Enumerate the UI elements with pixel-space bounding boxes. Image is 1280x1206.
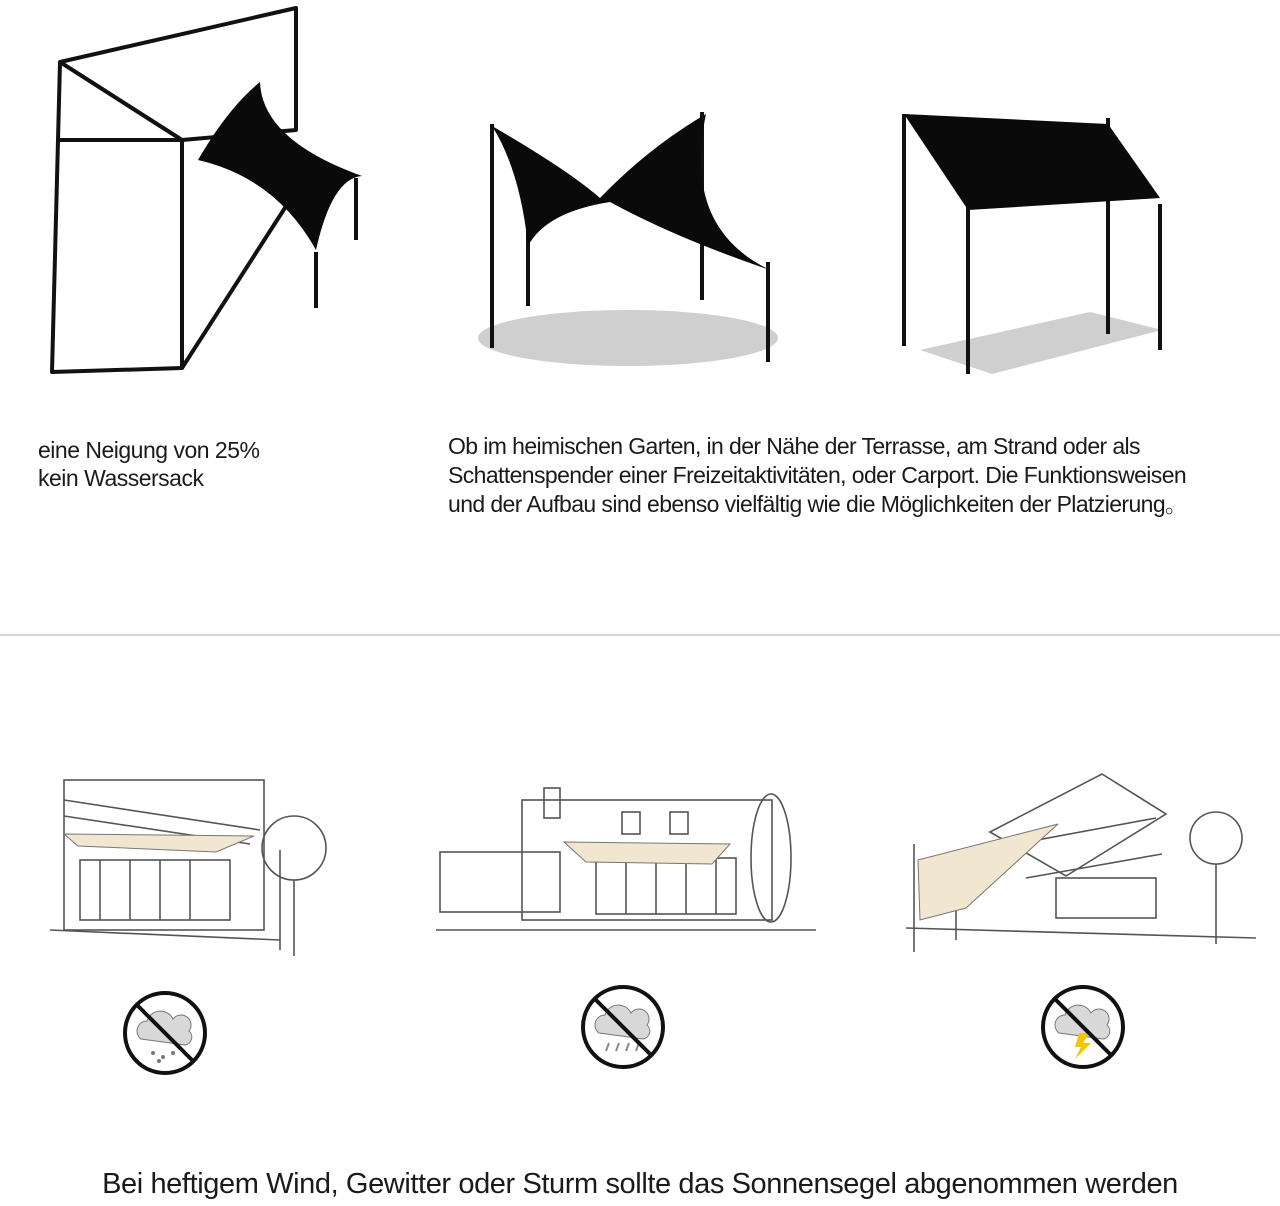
slope-caption: eine Neigung von 25% kein Wassersack	[38, 437, 260, 491]
sail-shape	[198, 82, 362, 250]
modern-house-scene-illustration	[436, 780, 826, 950]
sail-shape	[64, 834, 254, 852]
courtyard-scene-illustration	[40, 760, 340, 960]
house-sail-illustration	[0, 0, 420, 400]
sail-shape	[904, 114, 1160, 210]
usage-description: Ob im heimischen Garten, in der Nähe der Terrasse, am Strand oder als Schattenspender einer Freizeitaktivitäten, oder Carport. Die Funktionsweisen und der Aufbau sind ebenso vielfältig wie die Möglichkeiten der Platzierung。	[448, 433, 1188, 517]
section-divider	[0, 634, 1280, 636]
sail-shape	[918, 824, 1058, 920]
ground-shadow	[920, 312, 1162, 374]
hypar-sail-illustration	[440, 80, 800, 390]
flat-canopy-illustration	[880, 100, 1200, 390]
no-rain-icon	[578, 982, 668, 1072]
no-wind-snow-icon	[120, 988, 210, 1078]
sail-shape	[492, 114, 770, 270]
balcony-scene-illustration	[906, 768, 1260, 964]
no-thunderstorm-icon	[1038, 982, 1128, 1072]
weather-warning-caption: Bei heftigem Wind, Gewitter oder Sturm sollte das Sonnensegel abgenommen werden	[102, 1168, 1178, 1200]
ground-shadow	[478, 310, 778, 366]
sail-shape	[564, 842, 730, 864]
